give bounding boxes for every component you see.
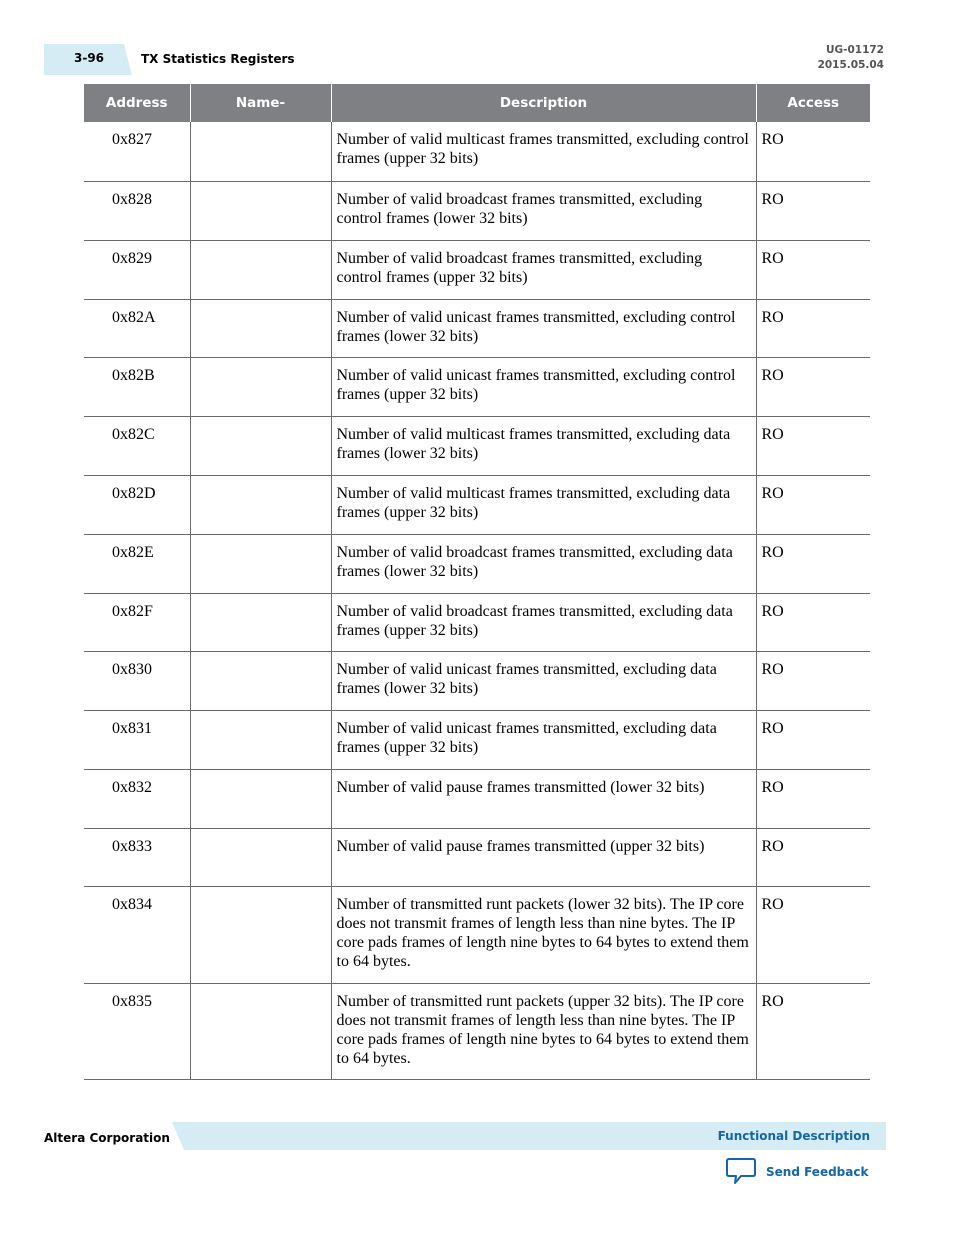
address-cell: 0x82B [84,357,190,416]
table-row [84,299,870,357]
access-cell: RO [756,593,870,651]
description-cell: Number of valid unicast frames transmitted, excluding control frames (upper 32 bits) [331,357,756,416]
name-cell [190,593,331,651]
address-cell: 0x82C [84,416,190,475]
name-cell [190,769,331,828]
section-title: TX Statistics Registers [141,52,295,66]
column-header-name: Name- [190,84,331,122]
access-cell: RO [756,651,870,710]
address-cell: 0x827 [84,122,190,181]
table-row [84,651,870,710]
access-cell: RO [756,769,870,828]
address-cell: 0x831 [84,710,190,769]
description-cell: Number of valid unicast frames transmitted, excluding data frames (upper 32 bits) [331,710,756,769]
register-table [84,84,870,1080]
access-cell: RO [756,181,870,240]
access-cell: RO [756,828,870,886]
description-cell: Number of transmitted runt packets (upper 32 bits). The IP core does not transmit frames of length less than nine bytes. The IP core pads frames of length nine bytes to 64 bytes to extend them to 64 bytes. [331,983,756,1079]
column-header-description: Description [331,84,756,122]
name-cell [190,299,331,357]
speech-bubble-icon [726,1157,756,1188]
name-cell [190,416,331,475]
address-cell: 0x834 [84,886,190,983]
access-cell: RO [756,710,870,769]
address-cell: 0x835 [84,983,190,1079]
address-cell: 0x828 [84,181,190,240]
name-cell [190,651,331,710]
description-cell: Number of valid pause frames transmitted (lower 32 bits) [331,769,756,828]
description-cell: Number of valid multicast frames transmitted, excluding data frames (upper 32 bits) [331,475,756,534]
description-cell: Number of valid pause frames transmitted (upper 32 bits) [331,828,756,886]
address-cell: 0x830 [84,651,190,710]
access-cell: RO [756,122,870,181]
company-name: Altera Corporation [44,1131,170,1145]
description-cell: Number of valid broadcast frames transmitted, excluding control frames (upper 32 bits) [331,240,756,299]
table-row [84,593,870,651]
name-cell [190,240,331,299]
table-row [84,828,870,886]
table-row [84,475,870,534]
address-cell: 0x82D [84,475,190,534]
table-row [84,534,870,593]
column-header-address: Address [84,84,190,122]
table-row [84,710,870,769]
access-cell: RO [756,240,870,299]
name-cell [190,475,331,534]
description-cell: Number of valid multicast frames transmitted, excluding data frames (lower 32 bits) [331,416,756,475]
table-row [84,240,870,299]
send-feedback-label: Send Feedback [766,1165,869,1179]
document-info [818,43,884,73]
address-cell: 0x832 [84,769,190,828]
description-cell: Number of valid broadcast frames transmitted, excluding control frames (lower 32 bits) [331,181,756,240]
address-cell: 0x833 [84,828,190,886]
description-cell: Number of valid unicast frames transmitted, excluding control frames (lower 32 bits) [331,299,756,357]
send-feedback-link[interactable] [726,1157,868,1187]
table-row [84,357,870,416]
table-header-row [84,84,870,122]
description-cell: Number of valid broadcast frames transmitted, excluding data frames (upper 32 bits) [331,593,756,651]
address-cell: 0x82E [84,534,190,593]
name-cell [190,357,331,416]
access-cell: RO [756,357,870,416]
address-cell: 0x82F [84,593,190,651]
name-cell [190,710,331,769]
description-cell: Number of transmitted runt packets (lower 32 bits). The IP core does not transmit frames of length less than nine bytes. The IP core pads frames of length nine bytes to 64 bytes to extend them to 64 bytes. [331,886,756,983]
name-cell [190,534,331,593]
name-cell [190,886,331,983]
document-id: UG-01172 [825,44,884,56]
access-cell: RO [756,475,870,534]
address-cell: 0x829 [84,240,190,299]
page-number: 3-96 [74,51,105,65]
table-row [84,416,870,475]
address-cell: 0x82A [84,299,190,357]
table-row [84,886,870,983]
name-cell [190,122,331,181]
table-row [84,181,870,240]
access-cell: RO [756,534,870,593]
table-row [84,983,870,1079]
name-cell [190,828,331,886]
name-cell [190,181,331,240]
column-header-access: Access [756,84,870,122]
table-row [84,769,870,828]
description-cell: Number of valid unicast frames transmitted, excluding data frames (lower 32 bits) [331,651,756,710]
table-body [84,122,870,1079]
description-cell: Number of valid broadcast frames transmitted, excluding data frames (lower 32 bits) [331,534,756,593]
access-cell: RO [756,983,870,1079]
document-date: 2015.05.04 [817,59,884,71]
access-cell: RO [756,299,870,357]
chapter-link[interactable]: Functional Description [717,1129,870,1143]
access-cell: RO [756,416,870,475]
description-cell: Number of valid multicast frames transmitted, excluding control frames (upper 32 bits) [331,122,756,181]
table-row [84,122,870,181]
access-cell: RO [756,886,870,983]
name-cell [190,983,331,1079]
